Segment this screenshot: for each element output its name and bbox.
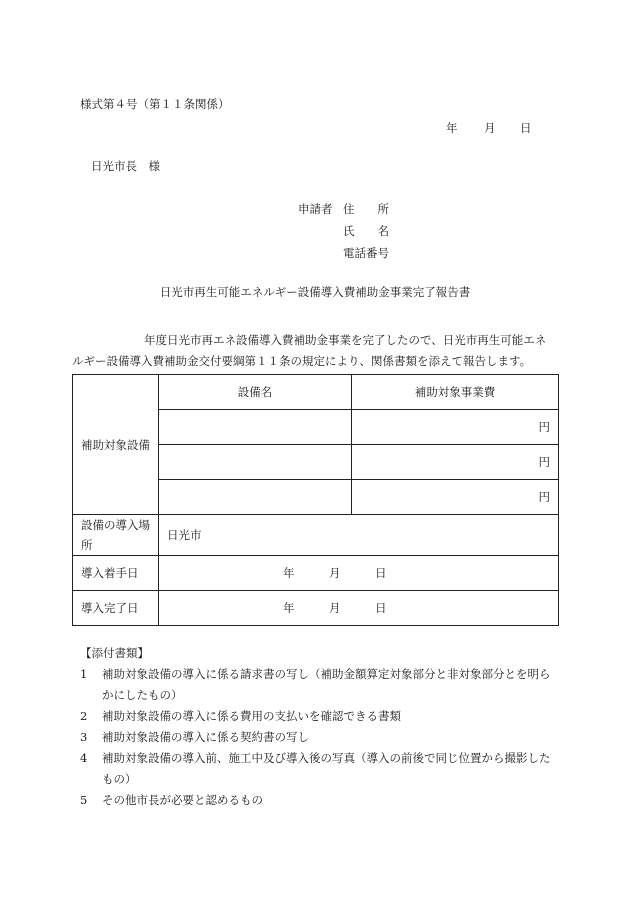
cost-cell-2: 円 bbox=[352, 445, 559, 480]
start-date-value bbox=[159, 556, 559, 591]
complete-month: 月 bbox=[329, 601, 341, 615]
equipment-row-label: 補助対象設備 bbox=[73, 375, 159, 515]
attachments-section bbox=[80, 643, 560, 811]
cost-cell-3: 円 bbox=[352, 480, 559, 515]
equipment-name-header: 設備名 bbox=[159, 375, 352, 410]
cost-header: 補助対象事業費 bbox=[352, 375, 559, 410]
start-day: 日 bbox=[375, 566, 387, 580]
date-month: 月 bbox=[484, 121, 496, 135]
body-line-1: 年度日光市再エネ設備導入費補助金事業を完了したので、日光市再生可能エネ bbox=[144, 333, 547, 347]
attachments-heading: 【添付書類】 bbox=[80, 646, 149, 660]
start-year: 年 bbox=[283, 566, 295, 580]
applicant-block bbox=[298, 198, 389, 264]
attachment-item: 3 補助対象設備の導入に係る契約書の写し bbox=[80, 730, 309, 744]
applicant-address-label: 住 所 bbox=[343, 202, 389, 216]
start-month: 月 bbox=[329, 566, 341, 580]
complete-day: 日 bbox=[375, 601, 387, 615]
attachment-item: 5 その他市長が必要と認めるもの bbox=[80, 793, 263, 807]
start-date-label: 導入着手日 bbox=[73, 556, 159, 591]
form-number: 様式第４号（第１１条関係） bbox=[80, 97, 230, 111]
applicant-phone-label: 電話番号 bbox=[343, 246, 389, 260]
complete-date-value bbox=[159, 591, 559, 626]
addressee: 日光市長 様 bbox=[91, 159, 160, 173]
applicant-name-label: 氏 名 bbox=[343, 224, 389, 238]
body-text bbox=[72, 330, 560, 372]
attachment-item: 2 補助対象設備の導入に係る費用の支払いを確認できる書類 bbox=[80, 709, 401, 723]
document-title: 日光市再生可能エネルギー設備導入費補助金事業完了報告書 bbox=[159, 285, 471, 299]
equipment-name-cell-1 bbox=[159, 410, 352, 445]
applicant-heading: 申請者 bbox=[298, 202, 333, 216]
report-table bbox=[72, 374, 559, 626]
complete-date-label: 導入完了日 bbox=[73, 591, 159, 626]
location-value: 日光市 bbox=[159, 515, 559, 556]
date-year: 年 bbox=[446, 121, 458, 135]
date-line bbox=[446, 120, 532, 136]
cost-cell-1: 円 bbox=[352, 410, 559, 445]
body-line-2: ルギー設備導入費補助金交付要綱第１１条の規定により、関係書類を添えて報告します。 bbox=[72, 354, 532, 368]
attachment-item: 1 補助対象設備の導入に係る請求書の写し（補助金額算定対象部分と非対象部分とを明らかにしたもの） bbox=[80, 667, 551, 702]
equipment-name-cell-3 bbox=[159, 480, 352, 515]
location-label: 設備の導入場所 bbox=[73, 515, 159, 556]
attachment-item: 4 補助対象設備の導入前、施工中及び導入後の写真（導入の前後で同じ位置から撮影したもの） bbox=[80, 751, 551, 786]
equipment-name-cell-2 bbox=[159, 445, 352, 480]
date-day: 日 bbox=[520, 121, 532, 135]
complete-year: 年 bbox=[283, 601, 295, 615]
